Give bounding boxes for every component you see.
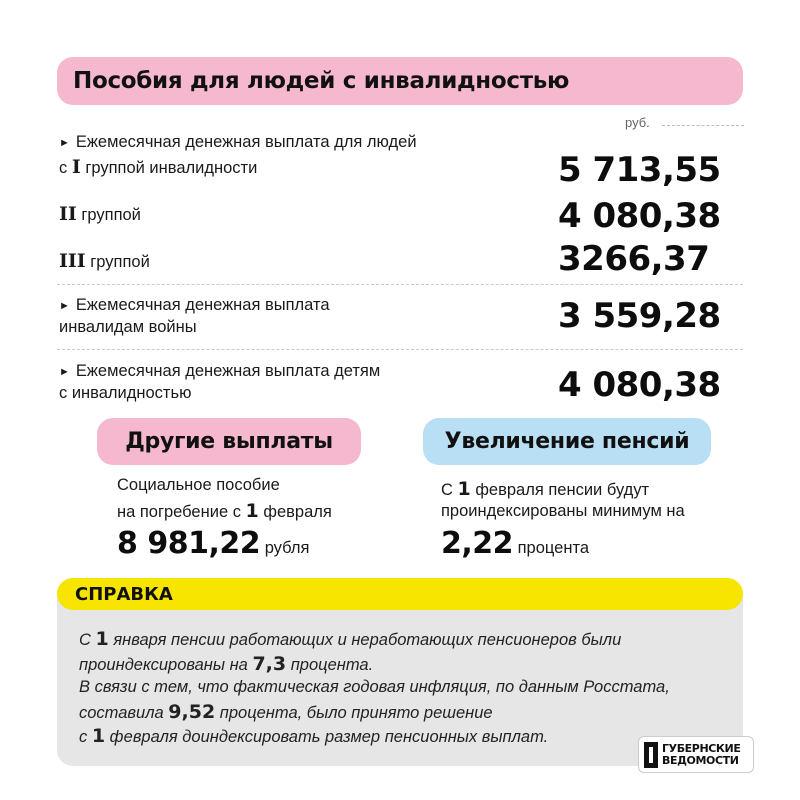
logo-mark-icon	[644, 742, 658, 768]
other-payments-title: Другие выплаты	[125, 429, 333, 454]
main-title-banner	[57, 57, 743, 105]
pension-raise-title: Увеличение пенсий	[444, 429, 690, 454]
divider	[57, 284, 743, 285]
reference-header	[57, 578, 743, 610]
burial-line2: на погребение с 1 февраля	[117, 500, 332, 522]
group3-label: III группой	[59, 250, 150, 272]
war-value: 3 559,28	[558, 296, 721, 336]
arrow-right-icon: ►	[59, 366, 70, 378]
pension-raise-banner	[423, 418, 711, 465]
reference-line2: проиндексированы на 7,3 процента.	[79, 653, 374, 675]
kids-value: 4 080,38	[558, 365, 721, 405]
kids-label-line2: с инвалидностью	[59, 384, 192, 402]
raise-line2: проиндексированы минимум на	[441, 502, 685, 520]
reference-title: СПРАВКА	[75, 583, 173, 605]
raise-amount: 2,22 процента	[441, 526, 590, 561]
war-label-line1: ► Ежемесячная денежная выплата	[59, 296, 330, 314]
unit-divider	[662, 125, 744, 126]
logo-line2: ВЕДОМОСТИ	[662, 753, 739, 767]
raise-line1: С 1 февраля пенсии будут	[441, 478, 650, 500]
unit-label: руб.	[625, 115, 650, 130]
reference-line4: составила 9,52 процента, было принято решение	[79, 701, 493, 723]
arrow-right-icon: ►	[59, 300, 70, 312]
arrow-right-icon: ►	[59, 137, 70, 149]
group3-value: 3266,37	[558, 239, 710, 279]
other-payments-banner	[97, 418, 361, 465]
edv-label: ► Ежемесячная денежная выплата для людей	[59, 133, 417, 151]
burial-amount: 8 981,22 рубля	[117, 526, 310, 561]
burial-line1: Социальное пособие	[117, 476, 280, 494]
publisher-logo	[638, 736, 754, 773]
kids-label-line1: ► Ежемесячная денежная выплата детям	[59, 362, 381, 380]
page-title: Пособия для людей с инвалидностью	[73, 68, 570, 94]
logo-line1: ГУБЕРНСКИЕ	[662, 741, 741, 755]
group1-label: с I группой инвалидности	[59, 156, 258, 178]
group2-label: II группой	[59, 203, 141, 225]
war-label-line2: инвалидам войны	[59, 318, 197, 336]
group2-value: 4 080,38	[558, 196, 721, 236]
group1-value: 5 713,55	[558, 150, 721, 190]
divider	[57, 349, 743, 350]
reference-line5: с 1 февраля доиндексировать размер пенсионных выплат.	[79, 725, 549, 747]
reference-line3: В связи с тем, что фактическая годовая инфляция, по данным Росстата,	[79, 678, 670, 696]
reference-line1: С 1 января пенсии работающих и неработающих пенсионеров были	[79, 628, 622, 650]
